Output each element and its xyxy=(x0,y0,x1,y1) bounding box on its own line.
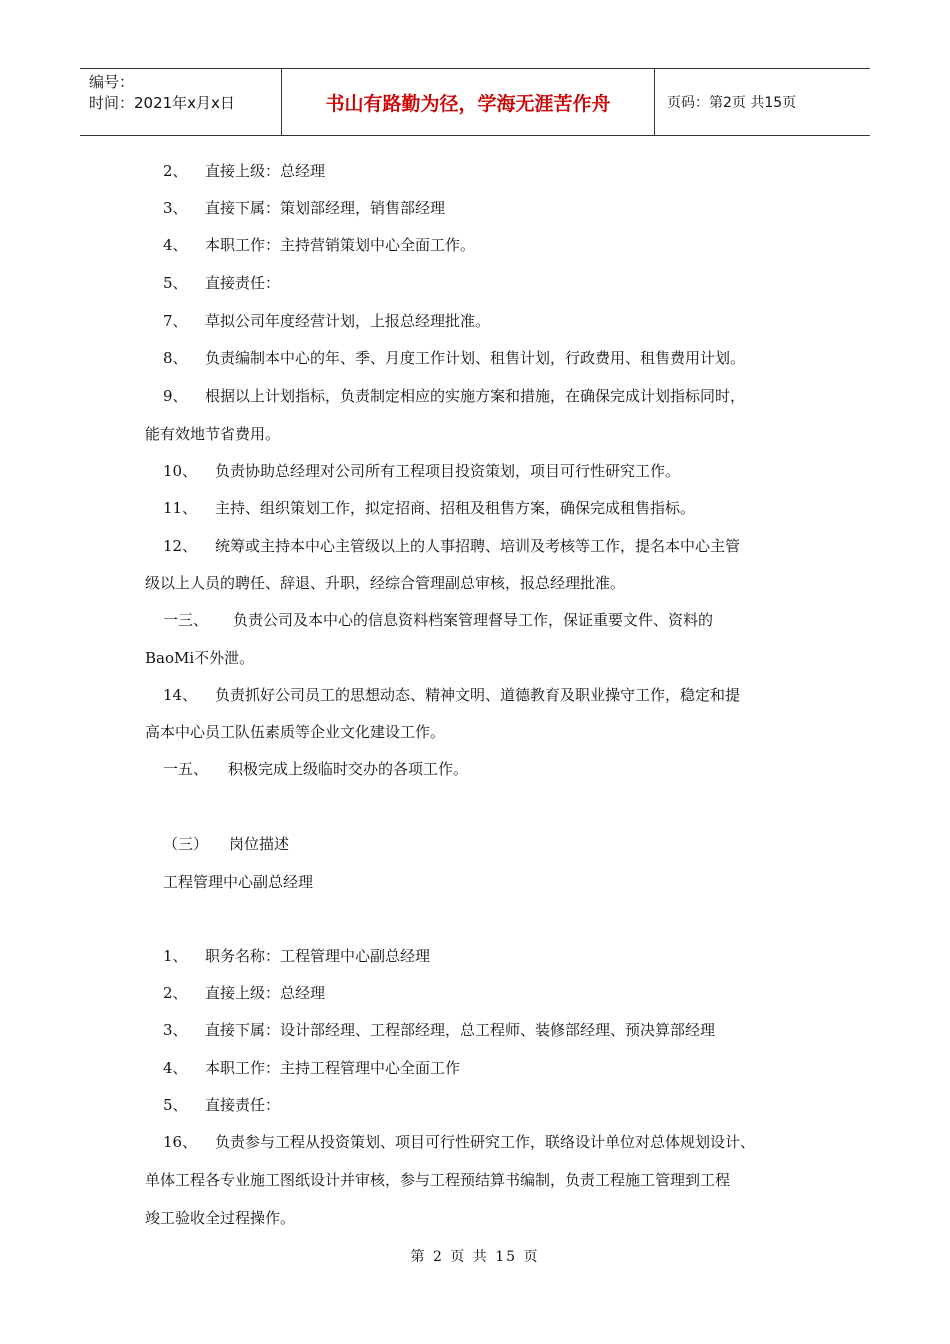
item-text: 根据以上计划指标，负责制定相应的实施方案和措施，在确保完成计划指标同时， xyxy=(205,387,746,405)
list-item xyxy=(163,386,745,406)
item-text: 统筹或主持本中心主管级以上的人事招聘、培训及考核等工作，提名本中心主管 xyxy=(215,537,741,555)
list-item xyxy=(163,235,475,255)
item-text: 负责抓好公司员工的思想动态、精神文明、道德教育及职业操守工作，稳定和提 xyxy=(215,686,741,704)
header-meta xyxy=(80,69,282,135)
item-text: 负责编制本中心的年、季、月度工作计划、租售计划，行政费用、租售费用计划。 xyxy=(205,349,746,367)
item-number: 3、 xyxy=(163,199,188,217)
item-number: 9、 xyxy=(163,387,188,405)
item-text: 竣工验收全过程操作。 xyxy=(145,1209,296,1227)
document-time-label: 时间：2021年x月x日 xyxy=(89,94,235,112)
item-number: 一五、 xyxy=(163,760,209,778)
item-number: 7、 xyxy=(163,312,188,330)
list-item xyxy=(163,1132,755,1152)
item-text: 草拟公司年度经营计划，上报总经理批准。 xyxy=(205,312,491,330)
item-text: BaoMi不外泄。 xyxy=(145,649,255,667)
item-text: 直接责任： xyxy=(205,1096,281,1114)
item-number: 4、 xyxy=(163,1059,188,1077)
list-item-continuation xyxy=(145,722,445,742)
list-item xyxy=(163,983,325,1003)
list-item xyxy=(163,946,430,966)
item-text: 本职工作：主持工程管理中心全面工作 xyxy=(205,1059,461,1077)
item-text: 本职工作：主持营销策划中心全面工作。 xyxy=(205,236,476,254)
page-header xyxy=(80,68,870,136)
list-item xyxy=(163,685,740,705)
item-number: 8、 xyxy=(163,349,188,367)
list-item-continuation xyxy=(145,573,625,593)
header-motto-cell xyxy=(282,69,655,135)
item-number: 12、 xyxy=(163,537,198,555)
item-text: 负责协助总经理对公司所有工程项目投资策划，项目可行性研究工作。 xyxy=(215,462,681,480)
page-footer: 第 2 页 共 15 页 xyxy=(410,1249,540,1265)
list-item xyxy=(163,1058,460,1078)
list-item xyxy=(163,610,713,630)
item-number: 4、 xyxy=(163,236,188,254)
item-text: 高本中心员工队伍素质等企业文化建设工作。 xyxy=(145,723,446,741)
list-item-continuation xyxy=(145,1208,295,1228)
item-number: 5、 xyxy=(163,274,188,292)
item-text: 直接上级：总经理 xyxy=(205,162,326,180)
item-text: 级以上人员的聘任、辞退、升职，经综合管理副总审核，报总经理批准。 xyxy=(145,574,626,592)
list-item xyxy=(163,498,695,518)
item-number: 10、 xyxy=(163,462,198,480)
item-text: 主持、组织策划工作，拟定招商、招租及租售方案，确保完成租售指标。 xyxy=(215,499,696,517)
document-code-label: 编号： xyxy=(89,73,135,91)
list-item xyxy=(163,1020,715,1040)
section-heading xyxy=(163,834,289,854)
item-text: 负责公司及本中心的信息资料档案管理督导工作，保证重要文件、资料的 xyxy=(233,611,714,629)
list-item-continuation xyxy=(145,648,254,668)
item-text: 积极完成上级临时交办的各项工作。 xyxy=(228,760,469,778)
list-item xyxy=(163,461,680,481)
item-text: 直接下属：策划部经理，销售部经理 xyxy=(205,199,446,217)
item-number: 5、 xyxy=(163,1096,188,1114)
item-text: 职务名称：工程管理中心副总经理 xyxy=(205,947,431,965)
item-text: 直接上级：总经理 xyxy=(205,984,326,1002)
list-item xyxy=(163,198,445,218)
position-title: 工程管理中心副总经理 xyxy=(163,873,314,891)
item-number: 2、 xyxy=(163,162,188,180)
item-number: 14、 xyxy=(163,686,198,704)
item-number: 3、 xyxy=(163,1021,188,1039)
header-page-info: 页码：第2页 共15页 xyxy=(667,95,797,111)
item-text: 负责参与工程从投资策划、项目可行性研究工作，联络设计单位对总体规划设计、 xyxy=(215,1133,756,1151)
item-number: 11、 xyxy=(163,499,198,517)
list-item xyxy=(163,273,280,293)
section-number: （三） xyxy=(163,835,209,853)
item-text: 直接责任： xyxy=(205,274,281,292)
section-title: 岗位描述 xyxy=(229,835,290,853)
list-item xyxy=(163,759,468,779)
header-motto: 书山有路勤为径，学海无涯苦作舟 xyxy=(325,92,611,115)
item-text: 直接下属：设计部经理、工程部经理，总工程师、装修部经理、预决算部经理 xyxy=(205,1021,716,1039)
list-item xyxy=(163,1095,280,1115)
item-number: 1、 xyxy=(163,947,188,965)
list-item xyxy=(163,536,740,556)
list-item-continuation xyxy=(145,1170,730,1190)
item-number: 2、 xyxy=(163,984,188,1002)
list-item-continuation xyxy=(145,424,280,444)
list-item xyxy=(163,348,745,368)
item-text: 能有效地节省费用。 xyxy=(145,425,281,443)
item-text: 单体工程各专业施工图纸设计并审核，参与工程预结算书编制，负责工程施工管理到工程 xyxy=(145,1171,731,1189)
list-item xyxy=(163,161,325,181)
item-number: 一三、 xyxy=(163,611,209,629)
list-item xyxy=(163,311,490,331)
item-number: 16、 xyxy=(163,1133,198,1151)
